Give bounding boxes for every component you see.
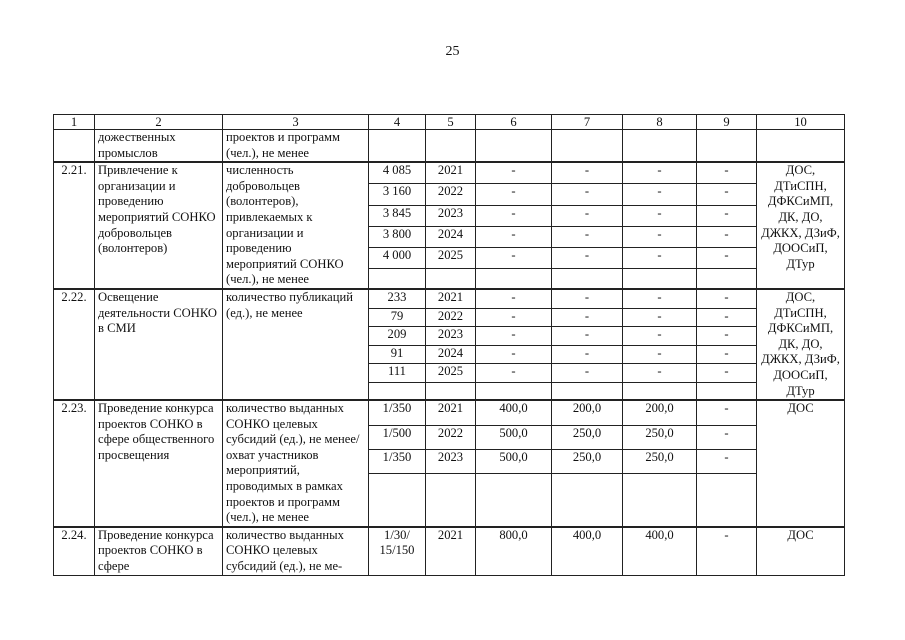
value-cell-v6: -	[476, 226, 552, 247]
value-cell-v8: -	[623, 327, 697, 346]
value-cell-v7: -	[552, 226, 623, 247]
header-cell: 2	[95, 115, 223, 130]
header-cell: 3	[223, 115, 369, 130]
value-cell-v8: 400,0	[623, 527, 697, 575]
value-cell-v9: -	[697, 205, 757, 226]
value-cell-v7: 250,0	[552, 425, 623, 449]
value-cell-v6: -	[476, 289, 552, 308]
value-cell-v6: -	[476, 247, 552, 268]
value-cell-v9: -	[697, 226, 757, 247]
item-number: 2.22.	[54, 289, 95, 400]
value-cell-v8: -	[623, 364, 697, 383]
value-cell-v6: 400,0	[476, 400, 552, 425]
value-cell-v7: -	[552, 205, 623, 226]
value-cell-year: 2022	[426, 425, 476, 449]
header-cell: 5	[426, 115, 476, 130]
item-number	[54, 130, 95, 163]
value-cell-year: 2021	[426, 400, 476, 425]
value-cell-v4: 1/350	[369, 450, 426, 474]
value-cell-v4: 3 800	[369, 226, 426, 247]
continuation-row	[54, 130, 845, 163]
value-cell-v4: 4 000	[369, 247, 426, 268]
value-cell-v7: -	[552, 184, 623, 205]
value-cell-v4: 1/350	[369, 400, 426, 425]
value-cell-v7: 250,0	[552, 450, 623, 474]
value-cell-v9: -	[697, 162, 757, 184]
value-cell-v4: 3 845	[369, 205, 426, 226]
value-cell-v7: -	[552, 289, 623, 308]
value-cell-v4: 79	[369, 308, 426, 327]
value-cell-v9: -	[697, 247, 757, 268]
header-cell: 8	[623, 115, 697, 130]
header-cell: 10	[757, 115, 845, 130]
value-cell-v9: -	[697, 308, 757, 327]
year-row	[54, 527, 845, 575]
value-cell-v9: -	[697, 425, 757, 449]
item-executors: ДОС, ДТиСПН, ДФКСиМП, ДК, ДО, ДЖКХ, ДЗиФ, ДООСиП, ДТур	[757, 289, 845, 400]
value-cell-year: 2022	[426, 308, 476, 327]
item-executors: ДОС, ДТиСПН, ДФКСиМП, ДК, ДО, ДЖКХ, ДЗиФ, ДООСиП, ДТур	[757, 162, 845, 289]
header-row	[54, 115, 845, 130]
item-name: дожественных промыслов	[95, 130, 223, 163]
value-cell-v8: -	[623, 226, 697, 247]
item-indicator: количество выданных СОНКО целевых субсидий (ед.), не менее/ охват участников мероприятий, проводимых в рамках проектов и программ (чел.), не менее	[223, 400, 369, 527]
header-cell: 6	[476, 115, 552, 130]
value-cell-v8: -	[623, 345, 697, 364]
value-cell-v9: -	[697, 289, 757, 308]
value-cell-year: 2023	[426, 327, 476, 346]
value-cell-year: 2021	[426, 289, 476, 308]
value-cell-v4: 233	[369, 289, 426, 308]
value-cell-v8: -	[623, 162, 697, 184]
value-cell-v9: -	[697, 364, 757, 383]
item-executors: ДОС	[757, 400, 845, 527]
value-cell-v4: 91	[369, 345, 426, 364]
value-cell-v4: 1/30/ 15/150	[369, 527, 426, 575]
value-cell-v8: 250,0	[623, 425, 697, 449]
value-cell-year: 2025	[426, 247, 476, 268]
value-cell-v9: -	[697, 184, 757, 205]
value-cell-v9: -	[697, 527, 757, 575]
item-name: Привлечение к организации и проведению мероприятий СОНКО добровольцев (волонтеров)	[95, 162, 223, 289]
value-cell-year: 2023	[426, 205, 476, 226]
value-cell-v6: -	[476, 327, 552, 346]
value-cell-v7: 400,0	[552, 527, 623, 575]
year-row	[54, 289, 845, 308]
item-indicator: количество выданных СОНКО целевых субсидий (ед.), не ме-	[223, 527, 369, 575]
value-cell-year: 2022	[426, 184, 476, 205]
header-cell: 7	[552, 115, 623, 130]
value-cell-v8: 250,0	[623, 450, 697, 474]
value-cell-v6: -	[476, 184, 552, 205]
header-cell: 4	[369, 115, 426, 130]
item-name: Проведение конкурса проектов СОНКО в сфере общественного просвещения	[95, 400, 223, 527]
header-cell: 9	[697, 115, 757, 130]
value-cell-year: 2021	[426, 527, 476, 575]
program-table	[53, 114, 845, 576]
item-name: Проведение конкурса проектов СОНКО в сфере	[95, 527, 223, 575]
value-cell-v7: -	[552, 364, 623, 383]
value-cell-v8: -	[623, 205, 697, 226]
value-cell-v7: -	[552, 345, 623, 364]
value-cell-v7: -	[552, 162, 623, 184]
value-cell-v9: -	[697, 327, 757, 346]
item-number: 2.23.	[54, 400, 95, 527]
value-cell-v6: 500,0	[476, 450, 552, 474]
value-cell-v6: -	[476, 364, 552, 383]
item-indicator: численность добровольцев (волонтеров), привлекаемых к организации и проведению мероприятий СОНКО (чел.), не менее	[223, 162, 369, 289]
value-cell-v8: -	[623, 289, 697, 308]
value-cell-v8: 200,0	[623, 400, 697, 425]
value-cell-v4: 111	[369, 364, 426, 383]
value-cell-v8: -	[623, 308, 697, 327]
value-cell-v9: -	[697, 345, 757, 364]
value-cell-v7: 200,0	[552, 400, 623, 425]
value-cell-year: 2025	[426, 364, 476, 383]
value-cell-year: 2024	[426, 226, 476, 247]
value-cell-v6: -	[476, 205, 552, 226]
year-row	[54, 400, 845, 425]
value-cell-v6: -	[476, 345, 552, 364]
value-cell-v4: 3 160	[369, 184, 426, 205]
value-cell-v8: -	[623, 184, 697, 205]
value-cell-year: 2023	[426, 450, 476, 474]
item-number: 2.24.	[54, 527, 95, 575]
value-cell-v4: 4 085	[369, 162, 426, 184]
value-cell-v6: 800,0	[476, 527, 552, 575]
value-cell-v6: -	[476, 162, 552, 184]
value-cell-v9: -	[697, 450, 757, 474]
value-cell-v4: 1/500	[369, 425, 426, 449]
value-cell-v7: -	[552, 247, 623, 268]
value-cell-year: 2024	[426, 345, 476, 364]
value-cell-v6: 500,0	[476, 425, 552, 449]
item-indicator: проектов и программ (чел.), не менее	[223, 130, 369, 163]
item-name: Освещение деятельности СОНКО в СМИ	[95, 289, 223, 400]
value-cell-v4: 209	[369, 327, 426, 346]
page-number: 25	[445, 44, 460, 59]
item-executors: ДОС	[757, 527, 845, 575]
header-cell: 1	[54, 115, 95, 130]
item-number: 2.21.	[54, 162, 95, 289]
value-cell-v9: -	[697, 400, 757, 425]
value-cell-year: 2021	[426, 162, 476, 184]
year-row	[54, 162, 845, 184]
value-cell-v6: -	[476, 308, 552, 327]
item-indicator: количество публикаций (ед.), не менее	[223, 289, 369, 400]
value-cell-v7: -	[552, 327, 623, 346]
value-cell-v8: -	[623, 247, 697, 268]
value-cell-v7: -	[552, 308, 623, 327]
